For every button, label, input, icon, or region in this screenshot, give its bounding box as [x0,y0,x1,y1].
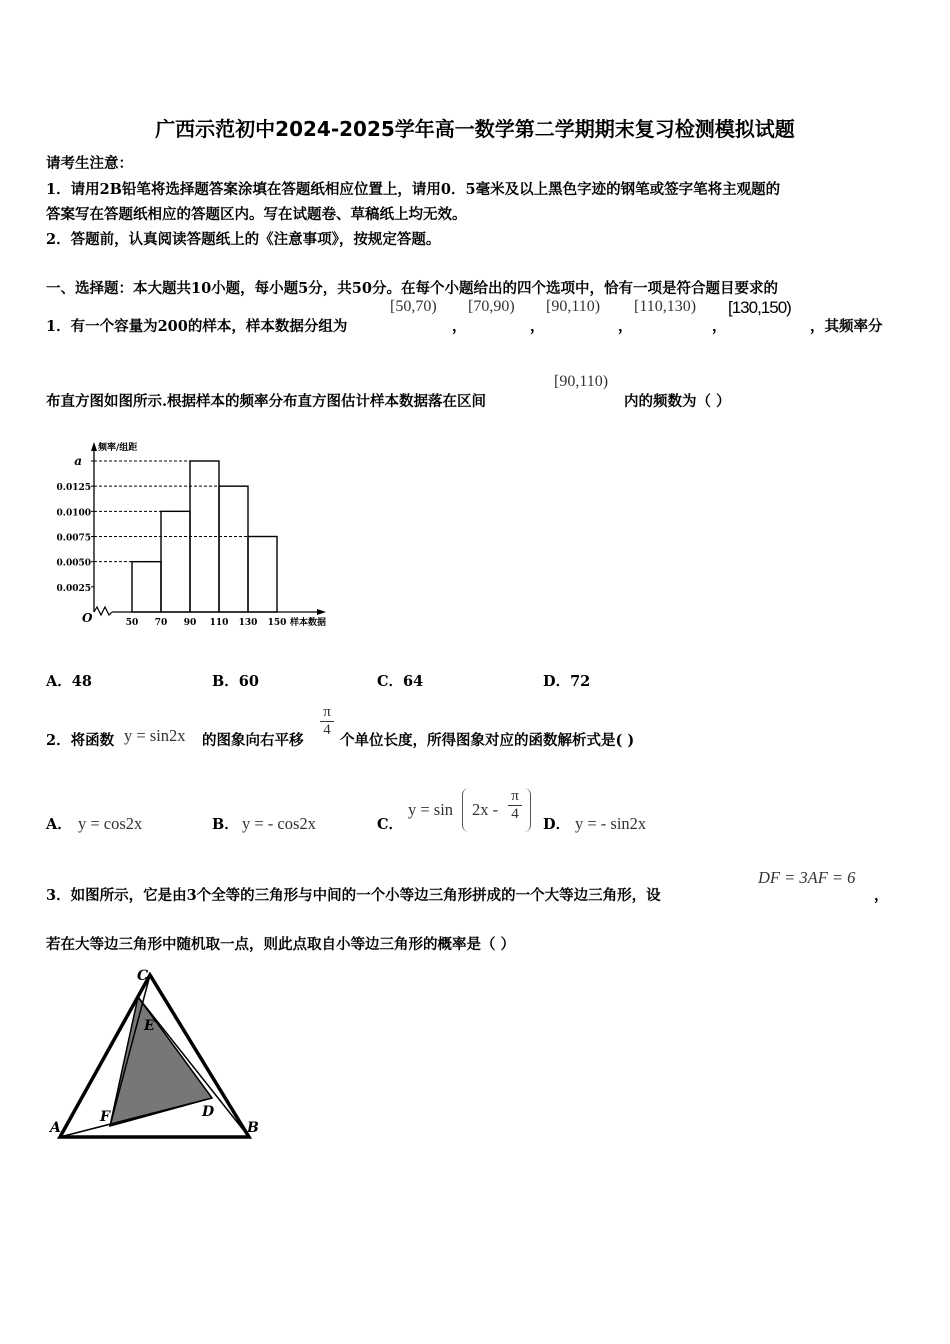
section-heading: 一、选择题：本大题共10小题，每小题5分，共50分。在每个小题给出的四个选项中，恰有一项是符合题目要求的 [46,280,778,297]
y-tick-label: 0.0125 [56,483,91,494]
x-tick-label: 150 [267,618,287,628]
q2-option-c-numerator: π [511,788,519,804]
q1-prefix: 1．有一个容量为200的样本，样本数据分组为 [46,318,348,335]
q1-option-c-value: 64 [403,673,424,690]
histogram-bar [219,486,248,612]
y-tick-label: a [74,454,82,468]
q2-option-c-inner: 2x - [472,800,499,819]
label-e: E [144,1018,155,1034]
q2-shift-numerator: π [323,704,331,720]
q1-option-c-label[interactable]: C． [377,673,404,690]
histogram-axes [91,442,326,615]
q2-option-d-label[interactable]: D． [543,816,571,833]
q1-group-1: [50,70) [390,298,437,315]
y-tick-label: 0.0075 [56,533,91,544]
q1-option-d-label[interactable]: D． [543,673,571,690]
q2-option-c-value: y = sin [408,800,454,819]
q2-suffix: 个单位长度，所得图象对应的函数解析式是( ) [340,732,635,749]
q2-option-a-label[interactable]: A． [46,816,72,833]
q2-function: y = sin2x [124,726,186,745]
q2-option-a-value: y = cos2x [78,814,143,833]
y-axis-label: 频率/组距 [98,443,138,453]
q2-option-d-value: y = - sin2x [575,814,647,833]
q1-group-4: [110,130) [634,298,697,315]
axis-break-zigzag [94,607,112,615]
origin-label: O [82,611,93,625]
x-tick-label: 110 [209,618,229,628]
q1-line2-prefix: 布直方图如图所示.根据样本的频率分布直方图估计样本数据落在区间 [46,393,487,410]
label-a: A [50,1120,61,1136]
notice-item-2: 2．答题前，认真阅读答题纸上的《注意事项》，按规定答题。 [46,231,441,248]
q1-option-d-value: 72 [570,673,591,690]
q2-shift-denominator: 4 [323,722,331,738]
y-tick-label: 0.0025 [56,583,91,594]
histogram-labels [57,441,326,628]
q1-suffix: ，其频率分 [810,318,883,335]
frequency-histogram [46,436,346,632]
x-axis-arrow [317,609,326,615]
q2-prefix: 2．将函数 [46,732,115,749]
q1-line2-suffix: 内的频数为（ ） [624,393,731,410]
x-axis-label: 样本数据 [290,618,327,628]
y-tick-label: 0.0050 [56,558,91,569]
q2-option-b-label[interactable]: B． [212,816,239,833]
q1-option-b-label[interactable]: B． [212,673,239,690]
q3-line2: 若在大等边三角形中随机取一点，则此点取自小等边三角形的概率是（ ） [46,936,516,953]
q1-sep-1: ， [452,318,467,335]
label-d: D [202,1104,215,1120]
q2-option-c-label[interactable]: C． [377,816,404,833]
notice-heading: 请考生注意： [46,155,133,172]
q2-option-c-denominator: 4 [511,806,519,822]
q2-shift-fraction [320,704,334,739]
q1-group-2: [70,90) [468,298,515,315]
q1-group-5: [130,150) [728,298,791,317]
q2-option-c-right-paren [524,788,531,832]
y-axis-arrow [91,442,97,451]
histogram-bar [161,511,190,612]
notice-item-1-line-2: 答案写在答题纸相应的答题区内。写在试题卷、草稿纸上均无效。 [46,206,467,223]
q2-option-b-value: y = - cos2x [242,814,316,833]
q2-option-c-fraction [508,788,522,823]
label-b: B [247,1120,259,1136]
q1-option-b-value: 60 [238,673,259,690]
q3-condition: DF = 3AF = 6 [758,868,856,887]
q1-group-3: [90,110) [546,298,601,315]
q2-middle: 的图象向右平移 [202,732,304,749]
q1-option-a-label[interactable]: A． [46,673,72,690]
y-tick-label: 0.0100 [56,508,91,519]
q1-option-a-value: 48 [71,673,92,690]
q1-sep-3: ， [618,318,633,335]
triangle-figure [46,962,268,1144]
q1-sep-2: ， [530,318,545,335]
page-title: 广西示范初中2024-2025学年高一数学第二学期期末复习检测模拟试题 [155,117,795,141]
q3-prefix: 3．如图所示，它是由3个全等的三角形与中间的一个小等边三角形拼成的一个大等边三角形，设 [46,887,661,904]
q1-interval: [90,110) [554,373,609,390]
label-c: C [137,968,149,984]
x-tick-label: 90 [183,618,197,628]
notice-item-1-line-1: 1．请用2B铅笔将选择题答案涂填在答题纸相应位置上，请用0．5毫米及以上黑色字迹的钢笔或签字笔将主观题的 [46,181,781,198]
histogram-bar [132,562,161,612]
histogram-bar [248,537,277,613]
x-tick-label: 70 [154,618,168,628]
q3-suffix: ， [874,887,889,904]
x-tick-label: 130 [238,618,258,628]
q2-option-c-left-paren [462,788,469,832]
label-f: F [100,1109,110,1125]
x-tick-label: 50 [125,618,139,628]
q1-sep-4: ， [712,318,727,335]
